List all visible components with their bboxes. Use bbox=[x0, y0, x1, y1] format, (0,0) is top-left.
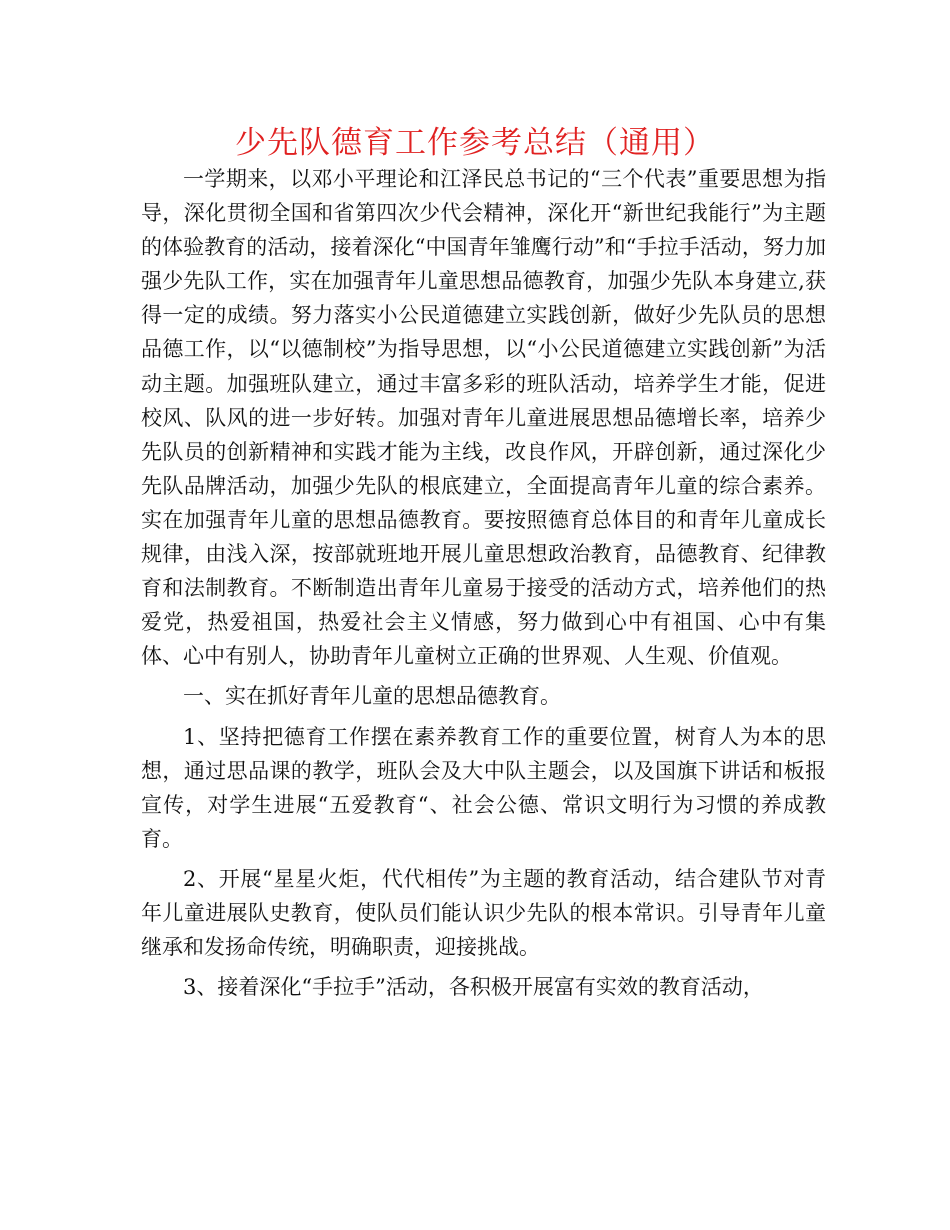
paragraph-intro: 一学期来，以邓小平理论和江泽民总书记的“三个代表”重要思想为指导，深化贯彻全国和省第四次少代会精神，深化开“新世纪我能行”为主题的体验教育的活动，接着深化“中国青年雏鹰行动”和“手拉手活动，努力加强少先队工作，实在加强青年儿童思想品德教育，加强少先队本身建立,获得一定的成绩。努力落实小公民道德建立实践创新，做好少先队员的思想品德工作，以“以德制校”为指导思想，以“小公民道德建立实践创新”为活动主题。加强班队建立，通过丰富多彩的班队活动，培养学生才能，促进校风、队风的进一步好转。加强对青年儿童进展思想品德增长率，培养少先队员的创新精神和实践才能为主线，改良作风，开辟创新，通过深化少先队品牌活动，加强少先队的根底建立，全面提高青年儿童的综合素养。实在加强青年儿童的思想品德教育。要按照德育总体目的和青年儿童成长规律，由浅入深，按部就班地开展儿童思想政治教育，品德教育、纪律教育和法制教育。不断制造出青年儿童易于接受的活动方式，培养他们的热爱党，热爱祖国，热爱社会主义情感，努力做到心中有祖国、心中有集体、心中有别人，协助青年儿童树立正确的世界观、人生观、价值观。 bbox=[141, 167, 826, 669]
paragraph-item-1: 1、坚持把德育工作摆在素养教育工作的重要位置，树育人为本的思想，通过思品课的教学，班队会及大中队主题会，以及国旗下讲话和板报宣传，对学生进展“五爱教育“、社会公德、常识文明行为习惯的养成教育。 bbox=[141, 724, 826, 851]
document-title: 少先队德育工作参考总结（通用） bbox=[235, 125, 715, 161]
document-body bbox=[141, 162, 826, 1004]
paragraph-item-2: 2、开展“星星火炬，代代相传”为主题的教育活动，结合建队节对青年儿童进展队史教育，使队员们能认识少先队的根本常识。引导青年儿童继承和发扬命传统，明确职责，迎接挑战。 bbox=[141, 866, 826, 960]
paragraph-item-3: 3、接着深化“手拉手”活动，各积极开展富有实效的教育活动， bbox=[183, 975, 764, 1000]
paragraph-section-heading: 一、实在抓好青年儿童的思想品德教育。 bbox=[183, 684, 561, 709]
